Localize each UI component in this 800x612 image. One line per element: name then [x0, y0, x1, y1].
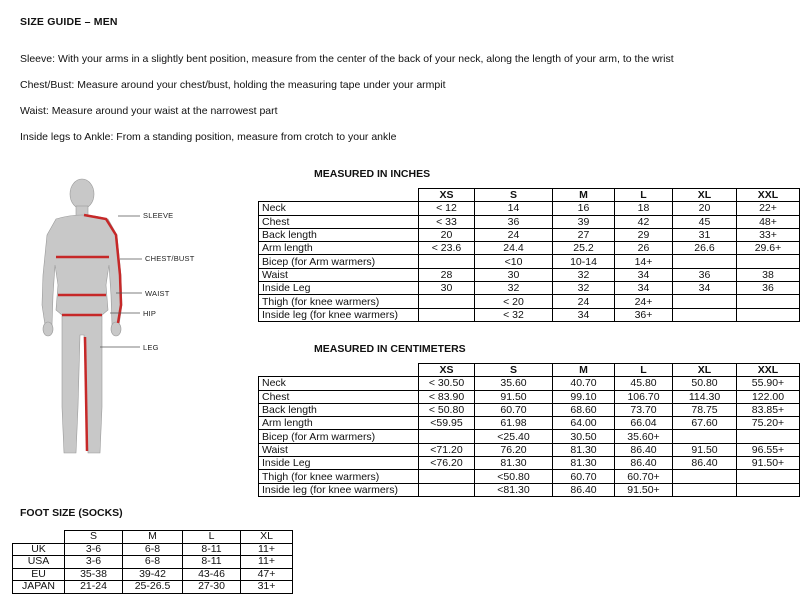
table-cell: 61.98 [475, 417, 553, 430]
table-cell: 91.50+ [737, 457, 800, 470]
table-cell: 29.6+ [737, 242, 800, 255]
header-l: L [615, 189, 673, 202]
table-cell: < 30.50 [419, 377, 475, 390]
table-cell: < 83.90 [419, 390, 475, 403]
table-cell: 91.50 [475, 390, 553, 403]
table-row [259, 377, 800, 390]
table-cell: 122.00 [737, 390, 800, 403]
header-s: S [475, 364, 553, 377]
table-cell [419, 255, 475, 268]
centimeters-table-title: MEASURED IN CENTIMETERS [314, 343, 466, 355]
table-row [259, 202, 800, 215]
table-cell: 99.10 [553, 390, 615, 403]
instruction-inside-leg: Inside legs to Ankle: From a standing position, measure from crotch to your ankle [20, 131, 397, 143]
table-row [259, 483, 800, 496]
table-cell: 34 [553, 308, 615, 321]
table-cell: 22+ [737, 202, 800, 215]
table-cell: 14+ [615, 255, 673, 268]
table-cell: 81.30 [553, 443, 615, 456]
table-cell: 86.40 [553, 483, 615, 496]
table-cell: 78.75 [673, 403, 737, 416]
table-cell: 81.30 [553, 457, 615, 470]
hip-label: HIP [143, 309, 157, 318]
row-label: Back length [259, 228, 419, 241]
table-cell: 36+ [615, 308, 673, 321]
row-label: Inside Leg [259, 457, 419, 470]
header-xs: XS [419, 189, 475, 202]
table-cell: 39-42 [123, 568, 183, 581]
sleeve-label: SLEEVE [143, 211, 174, 220]
table-cell: 24+ [615, 295, 673, 308]
header-xl: XL [673, 189, 737, 202]
table-cell: 24 [475, 228, 553, 241]
centimeters-header-row [259, 364, 800, 377]
table-row [259, 417, 800, 430]
inches-table-title: MEASURED IN INCHES [314, 168, 431, 180]
table-cell: 32 [553, 282, 615, 295]
table-cell: 28 [419, 268, 475, 281]
table-cell: 64.00 [553, 417, 615, 430]
table-row [259, 268, 800, 281]
table-row [13, 556, 293, 569]
table-cell: 32 [475, 282, 553, 295]
header-xxl: XXL [737, 364, 800, 377]
row-label: Chest [259, 390, 419, 403]
foot-size-table [12, 530, 293, 594]
table-cell: 35.60 [475, 377, 553, 390]
table-row [259, 228, 800, 241]
row-label: EU [13, 568, 65, 581]
table-cell: 67.60 [673, 417, 737, 430]
table-row [259, 390, 800, 403]
table-row [259, 443, 800, 456]
table-cell: < 50.80 [419, 403, 475, 416]
table-cell: 32 [553, 268, 615, 281]
table-cell: 8-11 [183, 556, 241, 569]
table-cell: <50.80 [475, 470, 553, 483]
table-cell: 18 [615, 202, 673, 215]
table-cell: 31+ [241, 581, 293, 594]
table-cell: 66.04 [615, 417, 673, 430]
table-cell: <71.20 [419, 443, 475, 456]
chest-bust-label: CHEST/BUST [145, 254, 195, 263]
table-cell [673, 295, 737, 308]
table-cell: 106.70 [615, 390, 673, 403]
row-label: Back length [259, 403, 419, 416]
table-cell: 86.40 [615, 443, 673, 456]
row-label: Arm length [259, 242, 419, 255]
table-cell: 10-14 [553, 255, 615, 268]
table-cell: 48+ [737, 215, 800, 228]
table-cell: 81.30 [475, 457, 553, 470]
table-cell: < 33 [419, 215, 475, 228]
table-row [259, 430, 800, 443]
row-label: Inside leg (for knee warmers) [259, 483, 419, 496]
page-title: SIZE GUIDE – MEN [20, 16, 118, 28]
table-cell: 42 [615, 215, 673, 228]
table-cell: 43-46 [183, 568, 241, 581]
table-cell: 91.50+ [615, 483, 673, 496]
table-cell: <25.40 [475, 430, 553, 443]
foot-header-l: L [183, 531, 241, 544]
table-cell: < 23.6 [419, 242, 475, 255]
table-cell [737, 295, 800, 308]
table-cell [673, 470, 737, 483]
instruction-waist: Waist: Measure around your waist at the narrowest part [20, 105, 278, 117]
table-cell: 47+ [241, 568, 293, 581]
table-cell: < 20 [475, 295, 553, 308]
table-cell: <76.20 [419, 457, 475, 470]
table-cell [673, 308, 737, 321]
table-cell: 27-30 [183, 581, 241, 594]
table-cell [419, 295, 475, 308]
table-row [259, 215, 800, 228]
table-cell: 34 [673, 282, 737, 295]
row-label: Waist [259, 268, 419, 281]
table-cell [673, 255, 737, 268]
table-row [259, 295, 800, 308]
table-cell: 55.90+ [737, 377, 800, 390]
table-cell: 35.60+ [615, 430, 673, 443]
table-cell: 30 [475, 268, 553, 281]
table-cell [419, 308, 475, 321]
table-cell: 26 [615, 242, 673, 255]
inches-header-row [259, 189, 800, 202]
table-cell: < 12 [419, 202, 475, 215]
table-cell: 114.30 [673, 390, 737, 403]
table-row [259, 457, 800, 470]
body-measurement-figure [22, 175, 222, 460]
table-cell: 45.80 [615, 377, 673, 390]
table-cell [737, 255, 800, 268]
row-label: Thigh (for knee warmers) [259, 295, 419, 308]
table-cell: 24.4 [475, 242, 553, 255]
waist-label: WAIST [145, 289, 170, 298]
table-cell: 75.20+ [737, 417, 800, 430]
table-cell: <81.30 [475, 483, 553, 496]
table-row [13, 581, 293, 594]
table-cell: 33+ [737, 228, 800, 241]
row-label: Chest [259, 215, 419, 228]
table-cell: 36 [475, 215, 553, 228]
table-cell: 16 [553, 202, 615, 215]
table-row [259, 308, 800, 321]
row-label: Waist [259, 443, 419, 456]
table-cell: 50.80 [673, 377, 737, 390]
table-cell: 25-26.5 [123, 581, 183, 594]
table-row [259, 403, 800, 416]
table-cell: 86.40 [673, 457, 737, 470]
table-cell: 34 [615, 282, 673, 295]
table-cell: 96.55+ [737, 443, 800, 456]
table-cell [419, 430, 475, 443]
table-cell: 29 [615, 228, 673, 241]
table-cell: 21-24 [65, 581, 123, 594]
row-label: Inside Leg [259, 282, 419, 295]
table-row [13, 568, 293, 581]
table-cell [673, 430, 737, 443]
table-cell: < 32 [475, 308, 553, 321]
table-cell: 68.60 [553, 403, 615, 416]
table-cell: 3-6 [65, 556, 123, 569]
table-cell: 86.40 [615, 457, 673, 470]
table-cell: 3-6 [65, 543, 123, 556]
table-cell: 35-38 [65, 568, 123, 581]
row-label: Thigh (for knee warmers) [259, 470, 419, 483]
table-cell: 60.70+ [615, 470, 673, 483]
header-xl: XL [673, 364, 737, 377]
table-row [259, 255, 800, 268]
table-cell: 60.70 [475, 403, 553, 416]
header-l: L [615, 364, 673, 377]
table-cell [737, 470, 800, 483]
table-cell: 83.85+ [737, 403, 800, 416]
header-m: M [553, 364, 615, 377]
table-cell [737, 308, 800, 321]
table-cell: 11+ [241, 556, 293, 569]
table-cell: 6-8 [123, 556, 183, 569]
foot-header-row [13, 531, 293, 544]
row-label: JAPAN [13, 581, 65, 594]
foot-size-title: FOOT SIZE (SOCKS) [20, 507, 123, 519]
table-cell: 40.70 [553, 377, 615, 390]
table-cell: 45 [673, 215, 737, 228]
header-xxl: XXL [737, 189, 800, 202]
row-label: Inside leg (for knee warmers) [259, 308, 419, 321]
blank-header-cell [259, 364, 419, 377]
row-label: Arm length [259, 417, 419, 430]
table-cell: 76.20 [475, 443, 553, 456]
table-cell: 31 [673, 228, 737, 241]
table-row [13, 543, 293, 556]
table-cell: 38 [737, 268, 800, 281]
table-cell [737, 483, 800, 496]
table-cell: 91.50 [673, 443, 737, 456]
table-cell: <59.95 [419, 417, 475, 430]
foot-header-s: S [65, 531, 123, 544]
blank-header-cell [259, 189, 419, 202]
table-cell: 30 [419, 282, 475, 295]
table-row [259, 470, 800, 483]
table-cell: 6-8 [123, 543, 183, 556]
instruction-chest: Chest/Bust: Measure around your chest/bust, holding the measuring tape under your armpit [20, 79, 446, 91]
table-cell: 20 [673, 202, 737, 215]
header-xs: XS [419, 364, 475, 377]
row-label: USA [13, 556, 65, 569]
table-cell: 36 [673, 268, 737, 281]
table-cell: <10 [475, 255, 553, 268]
table-cell: 60.70 [553, 470, 615, 483]
inches-table [258, 188, 800, 322]
table-cell: 14 [475, 202, 553, 215]
table-cell: 8-11 [183, 543, 241, 556]
centimeters-table [258, 363, 800, 497]
header-s: S [475, 189, 553, 202]
foot-header-xl: XL [241, 531, 293, 544]
table-cell: 36 [737, 282, 800, 295]
table-cell: 39 [553, 215, 615, 228]
table-cell [419, 470, 475, 483]
table-row [259, 242, 800, 255]
header-m: M [553, 189, 615, 202]
blank-header-cell [13, 531, 65, 544]
table-cell: 27 [553, 228, 615, 241]
row-label: Neck [259, 377, 419, 390]
table-cell: 20 [419, 228, 475, 241]
table-cell: 25.2 [553, 242, 615, 255]
table-cell: 24 [553, 295, 615, 308]
table-cell: 73.70 [615, 403, 673, 416]
leg-label: LEG [143, 343, 159, 352]
table-cell: 34 [615, 268, 673, 281]
row-label: UK [13, 543, 65, 556]
instruction-sleeve: Sleeve: With your arms in a slightly bent position, measure from the center of the back of your neck, along the length of your arm, to the wrist [20, 53, 674, 65]
row-label: Bicep (for Arm warmers) [259, 255, 419, 268]
row-label: Bicep (for Arm warmers) [259, 430, 419, 443]
table-row [259, 282, 800, 295]
row-label: Neck [259, 202, 419, 215]
table-cell: 30.50 [553, 430, 615, 443]
table-cell [673, 483, 737, 496]
foot-header-m: M [123, 531, 183, 544]
table-cell: 26.6 [673, 242, 737, 255]
table-cell [737, 430, 800, 443]
table-cell: 11+ [241, 543, 293, 556]
table-cell [419, 483, 475, 496]
